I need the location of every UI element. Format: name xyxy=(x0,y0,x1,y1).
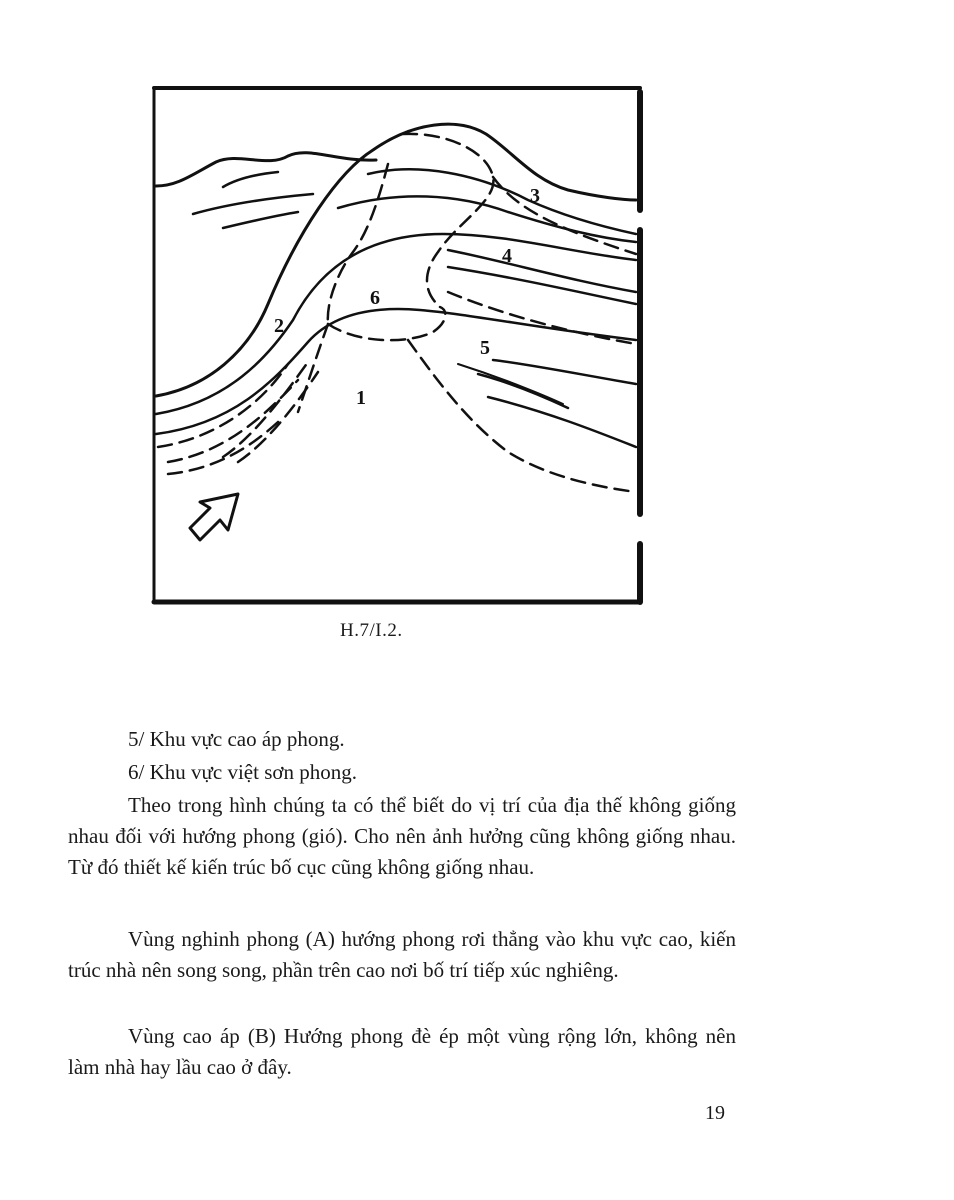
wind-direction-arrow-icon xyxy=(190,494,238,540)
figure-caption: H.7/I.2. xyxy=(340,620,403,641)
page-number: 19 xyxy=(705,1102,725,1124)
list-item-5: 5/ Khu vực cao áp phong. xyxy=(128,727,345,751)
slope-contours xyxy=(156,169,636,447)
label-2: 2 xyxy=(274,315,284,337)
list-item-6: 6/ Khu vực việt sơn phong. xyxy=(128,760,357,784)
wind-terrain-diagram xyxy=(148,82,658,612)
zone-boundaries xyxy=(298,134,636,492)
label-5: 5 xyxy=(480,337,490,359)
label-6: 6 xyxy=(370,287,380,309)
mountain-outline xyxy=(156,124,636,396)
diagram-frame xyxy=(154,88,640,602)
background-hill xyxy=(156,153,376,228)
body-paragraph-2: Vùng nghinh phong (A) hướng phong rơi thẳng vào khu vực cao, kiến trúc nhà nên song song, phần trên cao nơi bố trí tiếp xúc nghiêng. xyxy=(68,927,736,982)
label-4: 4 xyxy=(502,245,512,267)
body-paragraph-1: Theo trong hình chúng ta có thể biết do vị trí của địa thế không giống nhau đối với hướng phong (gió). Cho nên ảnh hưởng cũng không giống nhau. Từ đó thiết kế kiến trúc bố cục cũng không giống nhau. xyxy=(68,793,736,879)
label-1: 1 xyxy=(356,387,366,409)
label-3: 3 xyxy=(530,185,540,207)
body-paragraph-3: Vùng cao áp (B) Hướng phong đè ép một vùng rộng lớn, không nên làm nhà hay lầu cao ở đây. xyxy=(68,1024,736,1079)
